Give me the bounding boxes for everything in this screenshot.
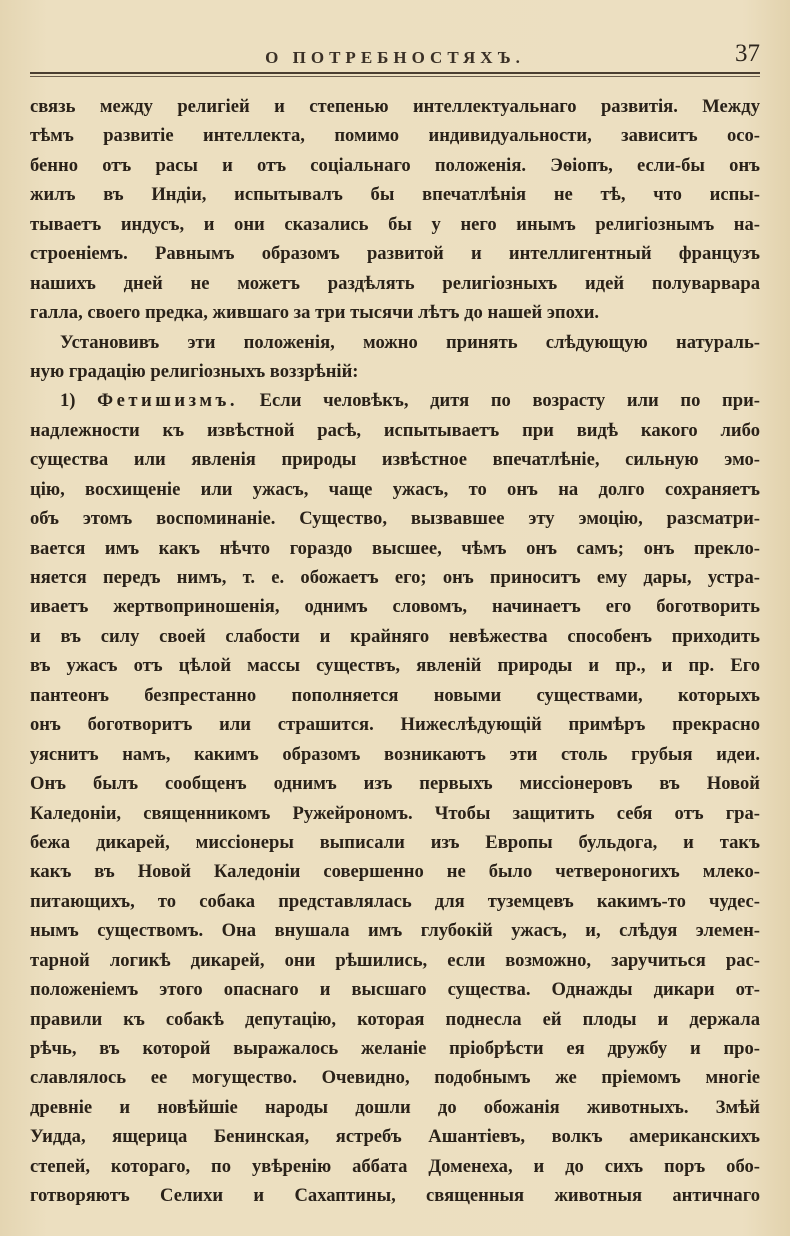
text-line: Онъ былъ сообщенъ однимъ изъ первыхъ миссiонеровъ въ Новой [30, 773, 760, 795]
text-line: бежа дикарей, миссiонеры выписали изъ Европы бульдога, и такъ [30, 831, 760, 853]
text-line: иваетъ жертвоприношенiя, однимъ словомъ, начинаетъ его боготворить [30, 596, 760, 618]
running-title: О ПОТРЕБНОСТЯХЪ. [265, 48, 525, 67]
text-line: славлялось ее могущество. Очевидно, подобнымъ же прiемомъ многiе [30, 1067, 760, 1089]
body-text [30, 92, 760, 1211]
text-line: ную градацiю религiозныхъ воззрѣнiй: [30, 360, 359, 382]
text-line: и въ силу своей слабости и крайняго невѣжества способенъ приходить [30, 625, 760, 647]
section-term: Фетишизмъ. [97, 390, 238, 412]
text-line: рѣчь, въ которой выражалось желанiе прiобрѣсти ея дружбу и про- [30, 1038, 760, 1059]
text-line: тѣмъ развитiе интеллекта, помимо индивидуальности, зависитъ осо- [30, 125, 760, 147]
text-line: питающихъ, то собака представлялась для туземцевъ какимъ-то чудес- [30, 890, 760, 912]
text-line: уяснитъ намъ, какимъ образомъ возникаютъ эти столь грубыя идеи. [30, 743, 760, 765]
text-line: связь между религiей и степенью интеллектуальнаго развитiя. Между [30, 96, 760, 117]
text-line: готворяютъ Селихи и Сахаптины, священныя животныя античнаго [30, 1185, 760, 1207]
text-line: пантеонъ безпрестанно пополняется новыми существами, которыхъ [30, 684, 760, 706]
text-line: Уидда, ящерица Бенинская, ястребъ Ашантiевъ, волкъ американскихъ [30, 1126, 760, 1148]
text-line: цiю, восхищенiе или ужасъ, чаще ужасъ, то онъ на долго сохраняетъ [30, 478, 760, 500]
text-line: няется передъ нимъ, т. е. обожаетъ его; онъ приноситъ ему дары, устра- [30, 567, 760, 588]
paragraph-start-line: Установивъ эти положенiя, можно принять слѣдующую натураль- [60, 331, 760, 353]
text-line: существа или явленiя природы извѣстное впечатлѣнiе, сильную эмо- [30, 449, 760, 471]
text-line: степей, котораго, по увѣренiю аббата Доменеха, и до сихъ поръ обо- [30, 1155, 760, 1177]
text-line: строенiемъ. Равнымъ образомъ развитой и интеллигентный французъ [30, 243, 760, 265]
header-rule [30, 72, 760, 77]
text-line: тываетъ индусъ, и они сказались бы у него инымъ религiознымъ на- [30, 213, 760, 235]
section-line-text: Если человѣкъ, дитя по возрасту или по при- [259, 390, 760, 412]
section-number: 1) [60, 390, 76, 412]
text-line: надлежности къ извѣстной расѣ, испытываетъ при видѣ какого либо [30, 419, 760, 441]
text-line: какъ въ Новой Каледонiи совершенно не было четвероногихъ млеко- [30, 861, 760, 883]
page-number: 37 [735, 40, 760, 67]
text-line: вается имъ какъ нѣчто гораздо высшее, чѣмъ онъ самъ; онъ прекло- [30, 537, 760, 559]
text-line: древнiе и новѣйшiе народы дошли до обожанiя животныхъ. Змѣй [30, 1096, 760, 1118]
text-line: онъ боготворитъ или страшится. Нижеслѣдующiй примѣръ прекрасно [30, 714, 760, 736]
text-line: правили къ собакѣ депутацiю, которая поднесла ей плоды и держала [30, 1008, 760, 1030]
text-line: объ этомъ воспоминанiе. Существо, вызвавшее эту эмоцiю, разсматри- [30, 508, 760, 530]
text-line: тарной логикѣ дикарей, они рѣшились, если возможно, заручиться рас- [30, 949, 760, 971]
text-line: жилъ въ Индiи, испытывалъ бы впечатлѣнiя не тѣ, что испы- [30, 184, 760, 206]
section-heading-line [30, 386, 760, 415]
page-header [30, 38, 760, 74]
text-line: бенно отъ расы и отъ соцiальнаго положенiя. Эѳiопъ, если-бы онъ [30, 154, 760, 176]
text-line: галла, своего предка, жившаго за три тысячи лѣтъ до нашей эпохи. [30, 302, 600, 324]
text-line: Каледонiи, священникомъ Ружейрономъ. Чтобы защитить себя отъ гра- [30, 802, 760, 824]
text-line: положенiемъ этого опаснаго и высшаго существа. Однажды дикари от- [30, 979, 760, 1001]
text-line: въ ужасъ отъ цѣлой массы существъ, явленiй природы и пр., и пр. Его [30, 655, 760, 677]
text-line: нашихъ дней не можетъ раздѣлять религiозныхъ идей полуварвара [30, 272, 760, 294]
text-line: нымъ существомъ. Она внушала имъ глубокiй ужасъ, и, слѣдуя элемен- [30, 920, 760, 942]
